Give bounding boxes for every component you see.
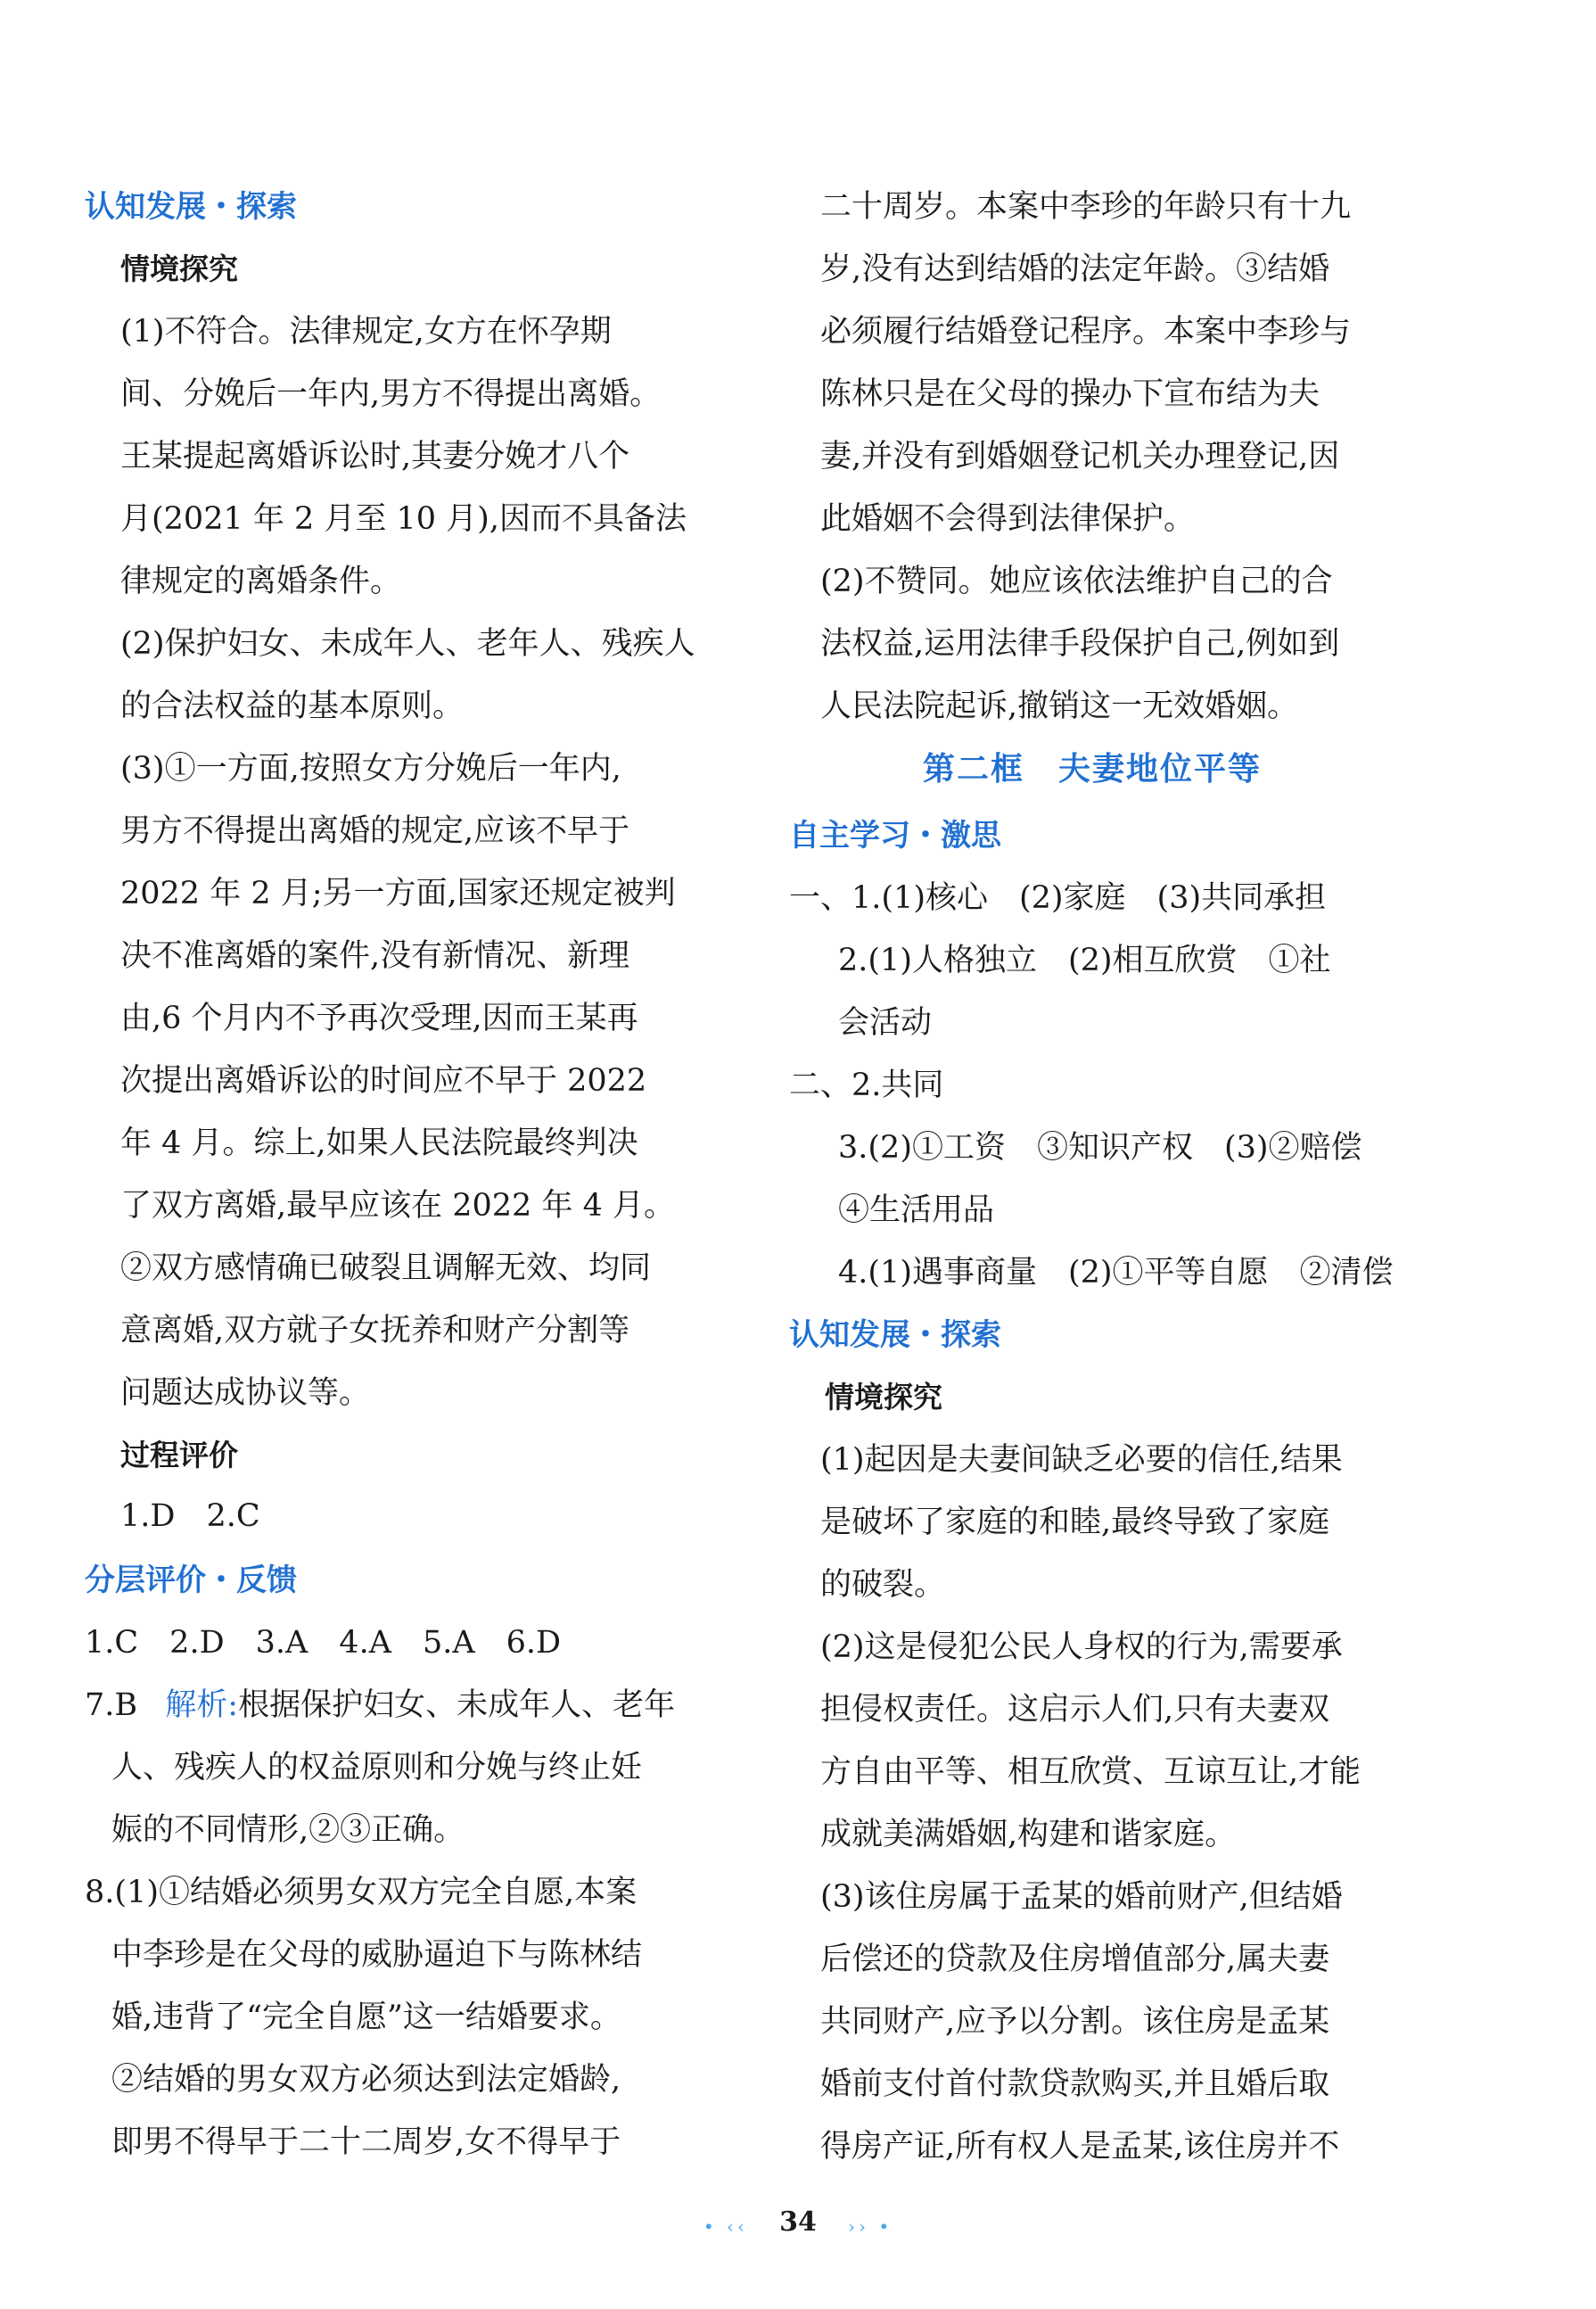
right-dots-decoration: ›› •	[847, 2215, 893, 2238]
subheading-scenario: 情境探究	[120, 252, 238, 286]
text-line: 担侵权责任。这启示人们,只有夫妻双	[820, 1692, 1330, 1728]
text-line: 问题达成协议等。	[120, 1375, 371, 1411]
text-line: 王某提起离婚诉讼时,其妻分娩才八个	[120, 439, 630, 474]
text-line: 4.(1)遇事商量 (2)①平等自愿 ②清偿	[838, 1255, 1394, 1291]
text-line: 一、1.(1)核心 (2)家庭 (3)共同承担	[789, 880, 1327, 916]
text-line: ④生活用品	[838, 1192, 995, 1228]
section-heading-cognitive: 认知发展・探索	[85, 189, 297, 225]
text-line: 年 4 月。综上,如果人民法院最终判决	[120, 1126, 638, 1161]
text-line: 月(2021 年 2 月至 10 月),因而不具备法	[120, 501, 687, 537]
text-line: 二、2.共同	[789, 1068, 944, 1103]
text-line: 会活动	[838, 1005, 933, 1041]
page-number-footer	[0, 2203, 1596, 2241]
text-line: 妻,并没有到婚姻登记机关办理登记,因	[820, 439, 1340, 474]
text-line: 后偿还的贷款及住房增值部分,属夫妻	[820, 1942, 1330, 1977]
text-line: 即男不得早于二十二周岁,女不得早于	[111, 2124, 621, 2160]
text-line: 中李珍是在父母的威胁逼迫下与陈林结	[111, 1937, 643, 1973]
text-line: (1)不符合。法律规定,女方在怀孕期	[120, 314, 612, 350]
q7-answer: 7.B	[85, 1687, 138, 1723]
text-line: (1)起因是夫妻间缺乏必要的信任,结果	[820, 1442, 1343, 1478]
text-line: 婚前支付首付款贷款购买,并且婚后取	[820, 2066, 1330, 2102]
text-line: 必须履行结婚登记程序。本案中李珍与	[820, 314, 1352, 350]
text-line: (3)①一方面,按照女方分娩后一年内,	[120, 751, 621, 787]
text-line: 根据保护妇女、未成年人、老年	[238, 1687, 676, 1723]
section-title: 第二框 夫妻地位平等	[923, 751, 1263, 788]
text-line: 男方不得提出离婚的规定,应该不早于	[120, 813, 630, 849]
text-line: 意离婚,双方就子女抚养和财产分割等	[120, 1313, 630, 1348]
text-line: 法权益,运用法律手段保护自己,例如到	[820, 626, 1340, 662]
text-line: 娠的不同情形,②③正确。	[111, 1812, 465, 1848]
text-line: 方自由平等、相互欣赏、互谅互让,才能	[820, 1754, 1362, 1790]
page-number: 34	[779, 2206, 817, 2238]
text-line: 岁,没有达到结婚的法定年龄。③结婚	[820, 252, 1330, 287]
text-line: 人、残疾人的权益原则和分娩与终止妊	[111, 1750, 643, 1785]
subheading-scenario-2: 情境探究	[825, 1380, 942, 1414]
text-line: (2)不赞同。她应该依法维护自己的合	[820, 564, 1333, 599]
text-line: 是破坏了家庭的和睦,最终导致了家庭	[820, 1505, 1330, 1540]
text-line: 陈林只是在父母的操办下宣布结为夫	[820, 376, 1320, 412]
text-line: 共同财产,应予以分割。该住房是孟某	[820, 2004, 1330, 2040]
text-line: 的合法权益的基本原则。	[120, 689, 465, 724]
text-line: ②结婚的男女双方必须达到法定婚龄,	[111, 2062, 621, 2098]
text-line: 8.(1)①结婚必须男女双方完全自愿,本案	[85, 1875, 638, 1910]
text-line: (2)这是侵犯公民人身权的行为,需要承	[820, 1629, 1343, 1665]
text-line: 决不准离婚的案件,没有新情况、新理	[120, 938, 630, 974]
text-line: 律规定的离婚条件。	[120, 564, 402, 599]
text-line: 间、分娩后一年内,男方不得提出离婚。	[120, 376, 662, 412]
text-line: (3)该住房属于孟某的婚前财产,但结婚	[820, 1879, 1343, 1915]
text-line: (2)保护妇女、未成年人、老年人、残疾人	[120, 626, 695, 662]
text-line: 2022 年 2 月;另一方面,国家还规定被判	[120, 876, 676, 911]
text-line: 3.(2)①工资 ③知识产权 (3)②赔偿	[838, 1130, 1362, 1166]
section-heading-self-study: 自主学习・激思	[789, 818, 1001, 854]
text-line: 成就美满婚姻,构建和谐家庭。	[820, 1817, 1237, 1852]
text-line: 了双方离婚,最早应该在 2022 年 4 月。	[120, 1188, 675, 1224]
process-answers: 1.D 2.C	[120, 1498, 260, 1534]
analysis-label: 解析:	[165, 1687, 239, 1723]
section-heading-layered: 分层评价・反馈	[85, 1563, 297, 1598]
text-line: 次提出离婚诉讼的时间应不早于 2022	[120, 1063, 647, 1099]
text-line: 二十周岁。本案中李珍的年龄只有十九	[820, 189, 1352, 225]
text-line: 由,6 个月内不予再次受理,因而王某再	[120, 1001, 638, 1036]
text-line: 婚,违背了“完全自愿”这一结婚要求。	[111, 2000, 621, 2035]
q7-line	[85, 1687, 676, 1723]
text-line: 人民法院起诉,撤销这一无效婚姻。	[820, 689, 1299, 724]
text-line: 得房产证,所有权人是孟某,该住房并不	[820, 2129, 1340, 2165]
left-dots-decoration: • ‹‹	[703, 2215, 749, 2238]
subheading-process-eval: 过程评价	[120, 1438, 238, 1472]
text-line: 的破裂。	[820, 1567, 946, 1603]
section-heading-cognitive-2: 认知发展・探索	[789, 1317, 1001, 1353]
text-line: 此婚姻不会得到法律保护。	[820, 501, 1196, 537]
text-line: ②双方感情确已破裂且调解无效、均同	[120, 1250, 652, 1286]
answers-1-6: 1.C 2.D 3.A 4.A 5.A 6.D	[85, 1625, 562, 1661]
text-line: 2.(1)人格独立 (2)相互欣赏 ①社	[838, 943, 1331, 978]
